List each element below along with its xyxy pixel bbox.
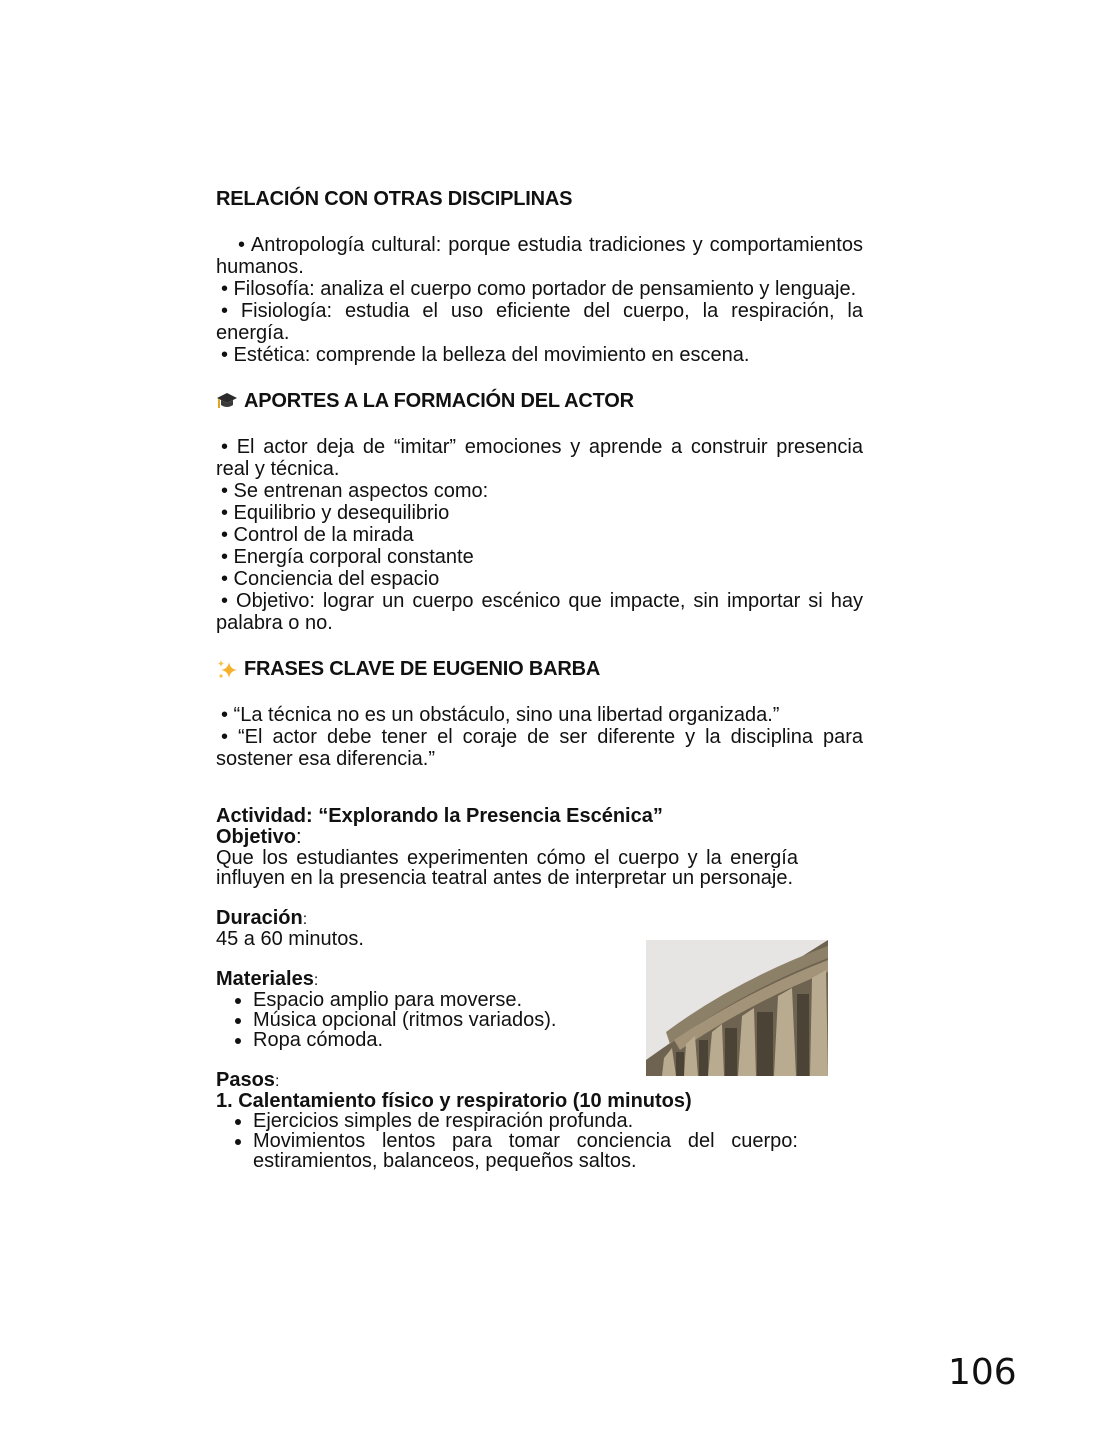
activity-title: Actividad: “Explorando la Presencia Escénica” bbox=[216, 805, 663, 827]
section-title-text: FRASES CLAVE DE EUGENIO BARBA bbox=[244, 658, 601, 680]
frases-list bbox=[216, 704, 863, 770]
list-item: • Energía corporal constante bbox=[221, 546, 474, 568]
relacion-list bbox=[216, 234, 863, 366]
list-item: • Estética: comprende la belleza del movimiento en escena. bbox=[221, 344, 750, 366]
section-title-text: APORTES A LA FORMACIÓN DEL ACTOR bbox=[244, 390, 634, 412]
colon: : bbox=[274, 1073, 280, 1090]
steps-label: Pasos bbox=[216, 1069, 275, 1091]
section-title-aportes bbox=[216, 388, 863, 414]
duration-heading bbox=[216, 908, 798, 929]
colon: : bbox=[302, 911, 308, 928]
list-item: • Equilibrio y desequilibrio bbox=[221, 502, 450, 524]
list-item: • El actor deja de “imitar” emociones y aprende a construir presencia real y técnica. bbox=[216, 436, 863, 480]
duration-text: 45 a 60 minutos. bbox=[216, 928, 364, 950]
material-item: • Ropa cómoda. bbox=[253, 1030, 798, 1050]
objective-label: Objetivo bbox=[216, 826, 297, 848]
objective-text: Que los estudiantes experimenten cómo el cuerpo y la energía influyen en la presencia teatral antes de interpretar un personaje. bbox=[216, 847, 798, 889]
colon: : bbox=[296, 826, 302, 848]
section-title-frases bbox=[216, 656, 863, 682]
objective-heading bbox=[216, 826, 798, 848]
list-item: • Se entrenan aspectos como: bbox=[221, 480, 489, 502]
list-item: • Antropología cultural: porque estudia tradiciones y comportamientos humanos. bbox=[216, 234, 863, 278]
list-item: • Fisiología: estudia el uso eficiente del cuerpo, la respiración, la energía. bbox=[216, 300, 863, 344]
list-item: • Control de la mirada bbox=[221, 524, 414, 546]
step-item: • Movimientos lentos para tomar conciencia del cuerpo: estiramientos, balanceos, pequeños saltos. bbox=[253, 1131, 798, 1171]
colon: : bbox=[313, 972, 319, 989]
quote-item: • “El actor debe tener el coraje de ser diferente y la disciplina para sostener esa diferencia.” bbox=[216, 726, 863, 770]
aportes-list bbox=[216, 436, 863, 634]
list-item: • Filosofía: analiza el cuerpo como portador de pensamiento y lenguaje. bbox=[221, 278, 857, 300]
material-item: • Espacio amplio para moverse. bbox=[253, 990, 798, 1010]
sparkles-icon bbox=[216, 658, 238, 680]
building-columns-image bbox=[646, 940, 828, 1076]
step-1-title: 1. Calentamiento físico y respiratorio (10 minutos) bbox=[216, 1090, 692, 1112]
quote-item: • “La técnica no es un obstáculo, sino una libertad organizada.” bbox=[221, 704, 780, 726]
step-1-list bbox=[216, 1111, 798, 1171]
list-item: • Conciencia del espacio bbox=[221, 568, 440, 590]
graduation-cap-icon bbox=[216, 390, 238, 412]
duration-label: Duración bbox=[216, 907, 303, 929]
list-item: • Objetivo: lograr un cuerpo escénico que impacte, sin importar si hay palabra o no. bbox=[216, 590, 863, 634]
page-number: 106 bbox=[948, 1352, 1017, 1393]
step-item: • Ejercicios simples de respiración profunda. bbox=[253, 1111, 798, 1131]
materials-label: Materiales bbox=[216, 968, 314, 990]
section-title-relacion: RELACIÓN CON OTRAS DISCIPLINAS bbox=[216, 188, 573, 210]
material-item: • Música opcional (ritmos variados). bbox=[253, 1010, 798, 1030]
